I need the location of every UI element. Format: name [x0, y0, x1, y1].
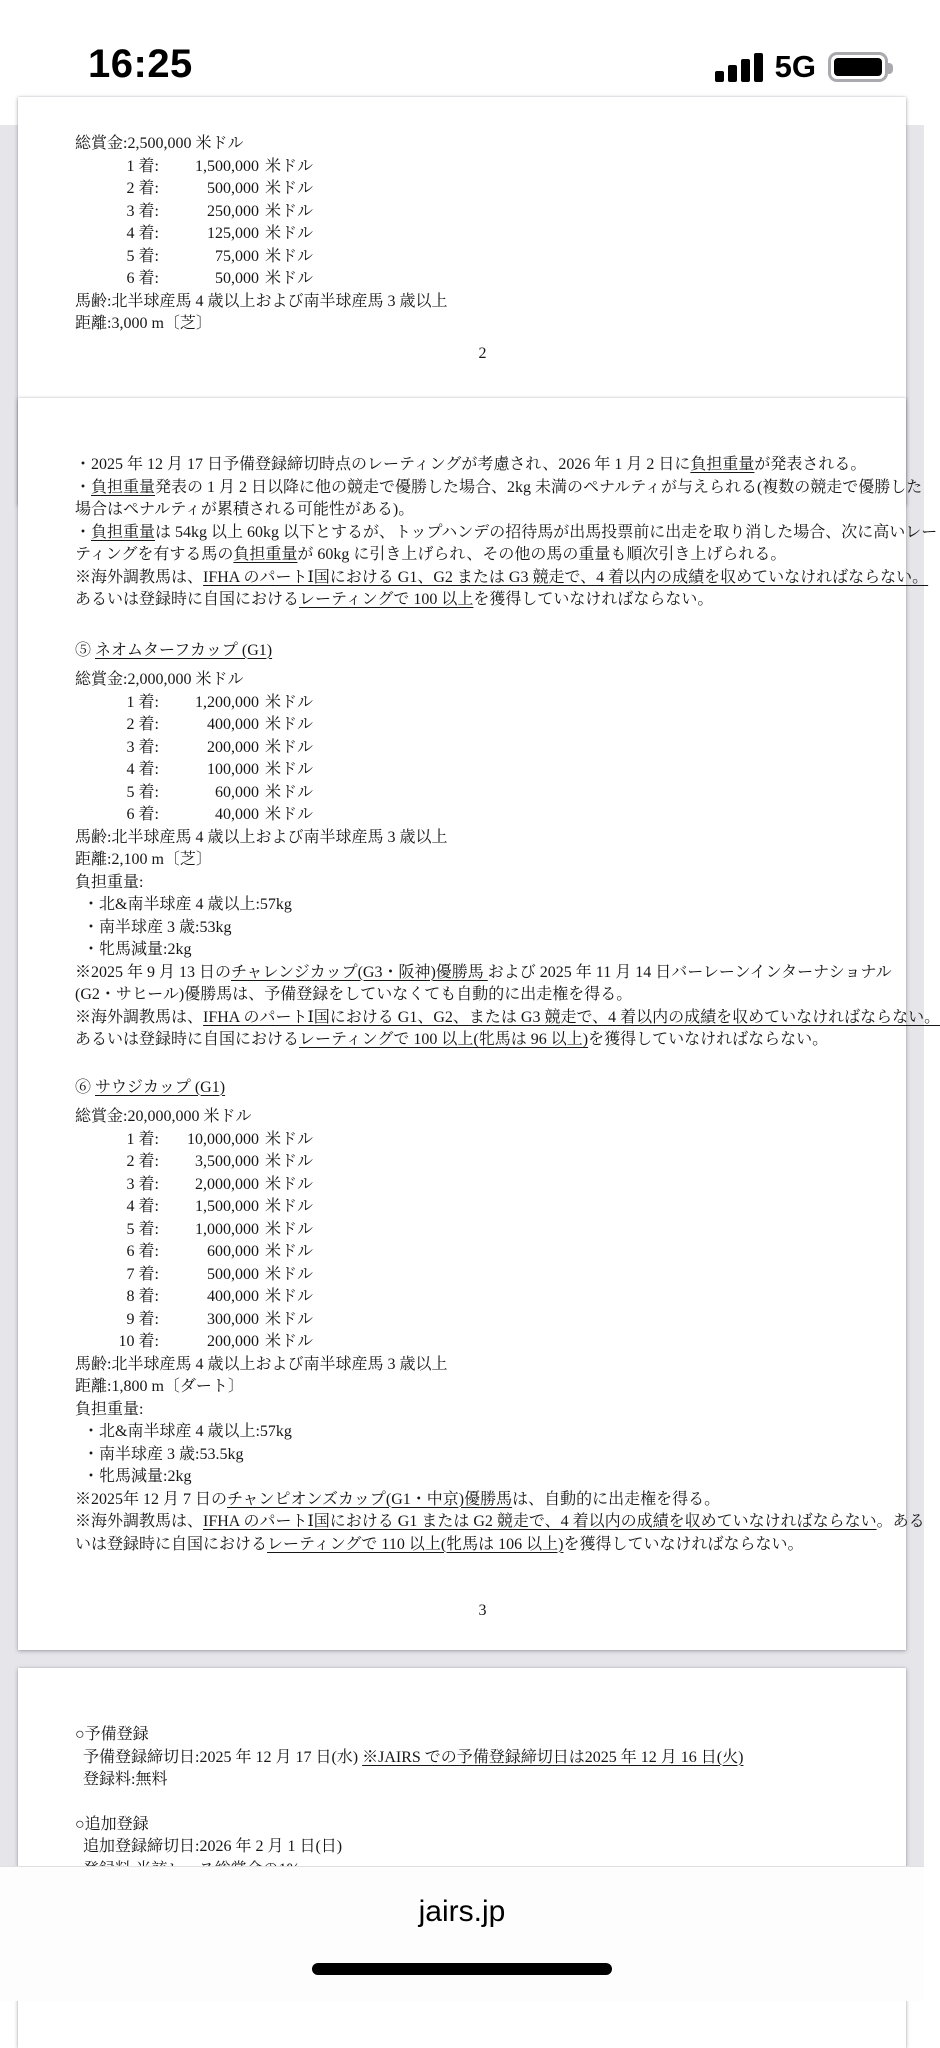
prize-unit: 米ドル: [265, 1288, 314, 1305]
prize-rank: 1 着:: [126, 693, 159, 711]
pdf-page-3: [18, 398, 940, 1650]
prize-amount: 1,500,000: [195, 1198, 259, 1215]
pre-registration-header: ○予備登録: [75, 1726, 149, 1743]
text-segment: IFHA のパートⅠ国における G1、G2、または G3 競走で、4 着以内の成績を収めていなければならない。: [203, 1008, 940, 1026]
prize-amount: 2,000,000: [195, 1175, 259, 1193]
additional-registration-deadline-line: 追加登録締切日:2026 年 2 月 1 日(日): [83, 1838, 343, 1855]
prize-rank: 1 着:: [126, 1130, 159, 1148]
text-segment: 負担重量: [690, 456, 755, 473]
distance-line: 距離:3,000 m〔芝〕: [75, 315, 212, 332]
prize-row: [101, 1331, 890, 1354]
additional-registration-header: ○追加登録: [75, 1815, 149, 1833]
prize-rank: 6 着:: [126, 270, 159, 287]
prize-rank: 9 着:: [126, 1310, 159, 1328]
text-segment: チャンピオンズカップ(G1・中京)優勝馬: [227, 1490, 513, 1508]
prize-row: [101, 1241, 890, 1264]
prize-row: [101, 782, 890, 805]
text-segment: 。ある: [876, 1513, 925, 1530]
prize-rank: 5 着:: [126, 1220, 159, 1238]
text-segment: ネオムターフカップ (G1): [95, 641, 273, 659]
prize-row: [101, 714, 890, 737]
document-scroll-area[interactable]: [0, 125, 940, 1866]
prize-rank: 4 着:: [126, 761, 159, 778]
prize-unit: 米ドル: [265, 783, 314, 801]
prize-rank: 5 着:: [126, 247, 159, 265]
text-segment: 負担重量: [91, 523, 156, 541]
prize-amount: 300,000: [207, 1310, 259, 1328]
status-time: 16:25: [88, 42, 193, 86]
page-number: 3: [478, 1602, 487, 1619]
weight-detail-line: ・南半球産 3 歳:53.5kg: [83, 1445, 244, 1463]
age-condition-line: 馬齢:北半球産馬 4 歳以上および南半球産馬 3 歳以上: [75, 828, 448, 846]
prize-unit: 米ドル: [265, 1333, 314, 1350]
prize-unit: 米ドル: [265, 270, 314, 287]
prize-row: [101, 156, 890, 179]
text-segment: ・2025 年 12 月 17 日予備登録締切時点のレーティングが考慮され、2026 年 1 月 2 日に: [75, 456, 691, 473]
prize-unit: 米ドル: [265, 1265, 314, 1283]
note-line: [75, 1489, 890, 1512]
prize-row: [101, 1219, 890, 1242]
prize-amount: 40,000: [215, 806, 259, 823]
text-segment: 場合はペナルティが累積される可能性がある)。: [75, 501, 415, 518]
text-segment: は 54kg 以上 60kg 以下とするが、トップハンデの招待馬が出馬投票前に出走を取り消した場合、次に高いレー: [155, 523, 938, 541]
page-number: 2: [478, 344, 487, 362]
text-segment: が発表される。: [754, 456, 867, 473]
text-segment: は、自動的に出走権を得る。: [512, 1490, 721, 1508]
prize-row: [101, 201, 890, 224]
prize-amount: 1,500,000: [195, 157, 259, 175]
text-segment: チャレンジカップ(G3・阪神)優勝馬: [231, 963, 488, 981]
cellular-signal-icon: [715, 52, 763, 82]
prize-amount: 1,200,000: [195, 693, 259, 711]
prize-unit: 米ドル: [265, 202, 314, 220]
prize-rank: 8 着:: [126, 1288, 159, 1305]
weight-header-line: 負担重量:: [75, 873, 144, 891]
note-line: [75, 1534, 890, 1557]
note-line: [75, 1029, 890, 1052]
text-segment: ※海外調教馬は、: [75, 568, 204, 586]
note-line: [75, 1007, 940, 1030]
text-segment: ※2025 年 9 月 13 日の: [75, 963, 232, 981]
text-segment: レーティングで 100 以上: [299, 591, 474, 608]
weight-header-line: 負担重量:: [75, 1400, 144, 1418]
text-segment: が 60kg に引き上げられ、その他の馬の重量も順次引き上げられる。: [297, 546, 787, 563]
text-segment: あるいは登録時に自国における: [75, 591, 300, 608]
text-segment: および 2025 年 11 月 14 日バーレーンインターナショナル: [487, 963, 892, 981]
prize-rank: 3 着:: [126, 1175, 159, 1193]
weight-rule-line: [75, 477, 923, 500]
prize-unit: 米ドル: [265, 225, 314, 242]
weight-rule-line: [75, 567, 929, 590]
prize-amount: 500,000: [207, 180, 259, 197]
prize-unit: 米ドル: [265, 180, 314, 197]
prize-row: [101, 692, 890, 715]
total-prize-line: 総賞金:2,000,000 米ドル: [75, 671, 244, 688]
prize-row: [101, 223, 890, 246]
prize-unit: 米ドル: [265, 1310, 314, 1328]
distance-line: 距離:2,100 m〔芝〕: [75, 851, 212, 868]
prize-row: [101, 1151, 890, 1174]
text-segment: ティングを有する馬の: [75, 546, 234, 563]
prize-amount: 75,000: [215, 247, 259, 265]
text-segment: を獲得していなければならない。: [473, 591, 714, 608]
prize-amount: 10,000,000: [187, 1130, 259, 1148]
text-segment: レーティングで 110 以上(牝馬は 106 以上): [267, 1535, 564, 1553]
prize-rank: 4 着:: [126, 1198, 159, 1215]
weight-detail-line: ・南半球産 3 歳:53kg: [83, 918, 232, 936]
prize-amount: 400,000: [207, 1288, 259, 1305]
prize-row: [101, 804, 890, 827]
text-segment: IFHA のパートⅠ国における G1、G2 または G3 競走で、4 着以内の成績を収めていなければならない。: [203, 568, 929, 586]
weight-rule-line: [75, 522, 938, 545]
race-heading-neom-turf-cup: [75, 640, 890, 663]
text-segment: 負担重量: [233, 546, 298, 563]
prize-amount: 500,000: [207, 1265, 259, 1283]
text-segment: ※JAIRS での予備登録締切日は2025 年 12 月 16 日(火): [362, 1748, 744, 1766]
distance-line: 距離:1,800 m〔ダート〕: [75, 1378, 244, 1395]
prize-unit: 米ドル: [265, 157, 314, 175]
prize-row: [101, 1129, 890, 1152]
prize-rank: 3 着:: [126, 738, 159, 756]
prize-rank: 10 着:: [118, 1333, 159, 1350]
status-icons: [715, 49, 888, 84]
prize-amount: 200,000: [207, 1333, 259, 1350]
prize-rank: 3 着:: [126, 202, 159, 220]
network-type-label: 5G: [774, 49, 816, 84]
note-line: [75, 962, 890, 985]
weight-rule-line: [75, 544, 890, 567]
text-segment: いは登録時に自国における: [75, 1535, 268, 1553]
prize-unit: 米ドル: [265, 247, 314, 265]
pre-registration-fee-line: 登録料:無料: [83, 1771, 168, 1788]
text-segment: 予備登録締切日:2025 年 12 月 17 日(水): [83, 1748, 363, 1766]
age-condition-line: 馬齢:北半球産馬 4 歳以上および南半球産馬 3 歳以上: [75, 1355, 448, 1373]
prize-row: [101, 1264, 890, 1287]
prize-unit: 米ドル: [265, 1130, 314, 1148]
prize-unit: 米ドル: [265, 1243, 314, 1260]
text-segment: サウジカップ (G1): [95, 1078, 226, 1096]
prize-row: [101, 759, 890, 782]
note-line: [75, 984, 890, 1007]
prize-unit: 米ドル: [265, 1175, 314, 1193]
prize-row: [101, 737, 890, 760]
home-indicator[interactable]: [312, 1963, 612, 1975]
prize-unit: 米ドル: [265, 761, 314, 778]
prize-row: [101, 1286, 890, 1309]
prize-amount: 600,000: [207, 1243, 259, 1260]
prize-row: [101, 1196, 890, 1219]
prize-amount: 250,000: [207, 202, 259, 220]
prize-row: [101, 246, 890, 269]
race-heading-saudi-cup: [75, 1077, 890, 1100]
text-segment: ※海外調教馬は、: [75, 1513, 204, 1530]
text-segment: レーティングで 100 以上(牝馬は 96 以上): [299, 1031, 589, 1048]
prize-rank: 6 着:: [126, 806, 159, 823]
note-line: [75, 1511, 925, 1534]
prize-rank: 1 着:: [126, 157, 159, 175]
text-segment: を獲得していなければならない。: [588, 1031, 829, 1048]
prize-amount: 3,500,000: [195, 1153, 259, 1170]
prize-unit: 米ドル: [265, 1153, 314, 1170]
prize-row: [101, 178, 890, 201]
text-segment: あるいは登録時に自国における: [75, 1031, 300, 1048]
prize-amount: 100,000: [207, 761, 259, 778]
prize-rank: 7 着:: [126, 1265, 159, 1283]
age-condition-line: 馬齢:北半球産馬 4 歳以上および南半球産馬 3 歳以上: [75, 292, 448, 310]
text-segment: を獲得していなければならない。: [563, 1535, 804, 1553]
text-segment: ・: [75, 523, 92, 541]
prize-amount: 60,000: [215, 783, 259, 801]
prize-list: [75, 156, 890, 291]
battery-icon: [828, 52, 888, 82]
prize-list: [75, 692, 890, 827]
weight-detail-line: ・牝馬減量:2kg: [83, 1468, 192, 1485]
total-prize-line: 総賞金:20,000,000 米ドル: [75, 1108, 252, 1125]
prize-unit: 米ドル: [265, 693, 314, 711]
prize-row: [101, 1174, 890, 1197]
text-segment: ※海外調教馬は、: [75, 1008, 204, 1026]
total-prize-line: 総賞金:2,500,000 米ドル: [75, 135, 244, 152]
address-bar[interactable]: jairs.jp: [418, 1895, 506, 1928]
browser-bottom-bar: [0, 1866, 924, 2001]
text-segment: ・: [75, 478, 92, 496]
text-segment: 負担重量: [91, 478, 156, 496]
prize-rank: 2 着:: [126, 180, 159, 197]
text-segment: IFHA のパートⅠ国における G1 または G2 競走で、4 着以内の成績を収めていなければならない: [203, 1513, 877, 1530]
pre-registration-deadline-line: [83, 1747, 890, 1770]
prize-amount: 200,000: [207, 738, 259, 756]
text-segment: ⑥: [75, 1078, 96, 1096]
prize-unit: 米ドル: [265, 1220, 314, 1238]
prize-list: [75, 1129, 890, 1354]
prize-unit: 米ドル: [265, 806, 314, 823]
weight-rule-line: [75, 589, 890, 612]
text-segment: (G2・サヒール)優勝馬は、予備登録をしていなくても自動的に出走権を得る。: [75, 986, 633, 1003]
weight-detail-line: ・北&南半球産 4 歳以上:57kg: [83, 896, 292, 913]
prize-unit: 米ドル: [265, 738, 314, 756]
weight-detail-line: ・北&南半球産 4 歳以上:57kg: [83, 1423, 292, 1440]
prize-amount: 400,000: [207, 716, 259, 733]
prize-amount: 1,000,000: [195, 1220, 259, 1238]
prize-row: [101, 268, 890, 291]
prize-unit: 米ドル: [265, 716, 314, 733]
text-segment: ※2025年 12 月 7 日の: [75, 1490, 228, 1508]
prize-rank: 5 着:: [126, 783, 159, 801]
weight-rule-line: [75, 499, 890, 522]
prize-rank: 6 着:: [126, 1243, 159, 1260]
text-segment: ⑤: [75, 641, 96, 659]
weight-rule-line: [75, 454, 890, 477]
prize-amount: 50,000: [215, 270, 259, 287]
prize-row: [101, 1309, 890, 1332]
prize-amount: 125,000: [207, 225, 259, 242]
prize-rank: 4 着:: [126, 225, 159, 242]
text-segment: 発表の 1 月 2 日以降に他の競走で優勝した場合、2kg 未満のペナルティが与えられる(複数の競走で優勝した: [155, 478, 923, 496]
prize-rank: 2 着:: [126, 716, 159, 733]
weight-detail-line: ・牝馬減量:2kg: [83, 941, 192, 958]
prize-unit: 米ドル: [265, 1198, 314, 1215]
prize-rank: 2 着:: [126, 1153, 159, 1170]
